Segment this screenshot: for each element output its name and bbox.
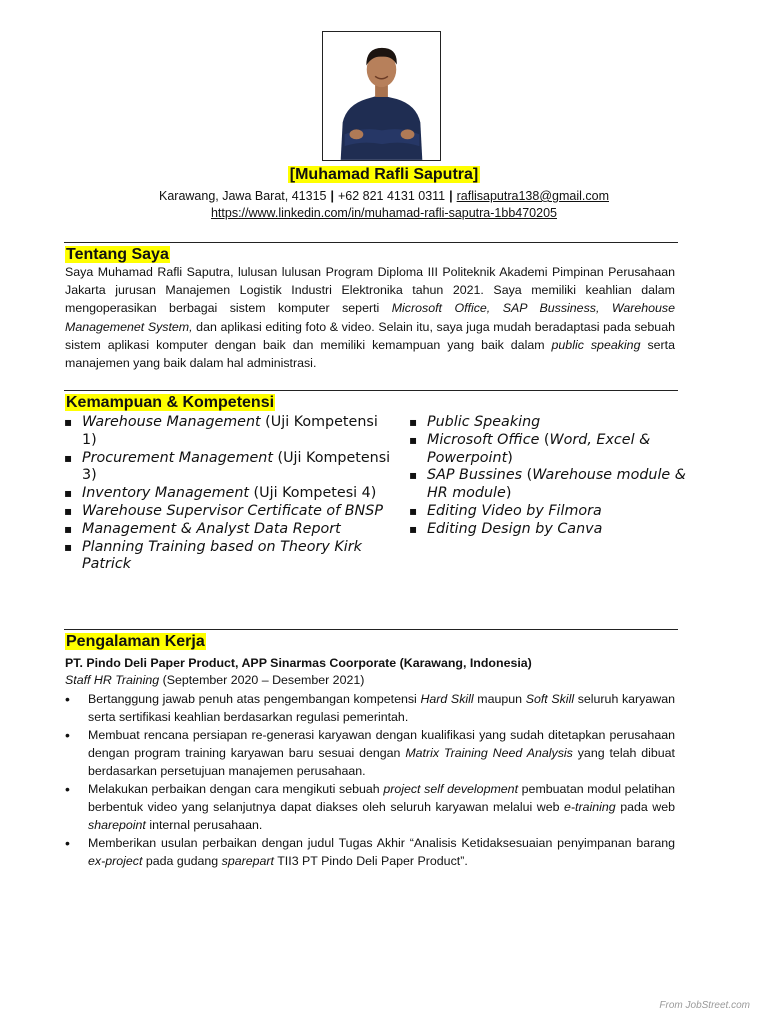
linkedin-link[interactable]: https://www.linkedin.com/in/muhamad-rafli-saputra-1bb470205	[210, 206, 557, 220]
profile-photo	[322, 31, 441, 161]
section-divider	[64, 390, 678, 391]
email-link[interactable]: raflisaputra138@gmail.com	[456, 189, 609, 203]
location: Karawang, Jawa Barat, 41315	[159, 189, 327, 203]
experience-section-title: Pengalaman Kerja	[66, 633, 205, 650]
contact-block	[0, 188, 768, 222]
skills-list-left	[64, 414, 394, 574]
experience-bullets	[65, 690, 675, 870]
full-name: [Muhamad Rafli Saputra]	[289, 166, 479, 183]
list-item: ▪ SAP Bussines (Warehouse module & HR module)	[409, 467, 699, 503]
list-item: • Melakukan perbaikan dengan cara mengikuti sebuah project self development pembuatan modul pelatihan berbentuk video yang selanjutnya dapat diakses oleh seluruh karyawan melalui web e-training pada web sharepoint internal perusahaan.	[65, 780, 675, 834]
list-item: ▪ Inventory Management (Uji Kompetesi 4)	[64, 485, 394, 503]
list-item: ▪ Management & Analyst Data Report	[64, 521, 394, 539]
list-item: ▪ Warehouse Supervisor Certificate of BNSP	[64, 503, 394, 521]
job-role: Staff HR Training (September 2020 – Desember 2021)	[65, 673, 365, 687]
source-watermark: From JobStreet.com	[659, 1000, 750, 1011]
list-item: • Memberikan usulan perbaikan dengan judul Tugas Akhir “Analisis Ketidaksesuaian penyimpanan barang ex-project pada gudang sparepart TII3 PT Pindo Deli Paper Product”.	[65, 834, 675, 870]
list-item: ▪ Editing Design by Canva	[409, 521, 699, 539]
about-paragraph: Saya Muhamad Rafli Saputra, lulusan lulusan Program Diploma III Politeknik Akademi Pimpinan Perusahaan Jakarta jurusan Manajemen Logistik Industri Elektronika tahun 2021. Saya memiliki keahlian dalam mengoperasikan berbagai sistem komputer seperti Microsoft Office, SAP Bussiness, Warehouse Managemenet System, dan aplikasi editing foto & video. Selain itu, saya juga mudah beradaptasi pada sebuah sistem aplikasi komputer dengan baik dan memiliki kemampuan yang baik dalam public speaking serta manajemen yang baik dalam hal administrasi.	[65, 265, 675, 371]
phone: +62 821 4131 0311	[337, 189, 446, 203]
list-item: ▪ Procurement Management (Uji Kompetensi 3)	[64, 450, 394, 486]
list-item: ▪ Editing Video by Filmora	[409, 503, 699, 521]
list-item: • Membuat rencana persiapan re-generasi karyawan dengan kualifikasi yang sudah ditetapkan perusahaan dengan program training karyawan baru sesuai dengan Matrix Training Need Analysis yang telah dibuat berdasarkan persetujuan manajemen perusahaan.	[65, 726, 675, 780]
list-item: • Bertanggung jawab penuh atas pengembangan kompetensi Hard Skill maupun Soft Skill seluruh karyawan serta sertifikasi keahlian berdasarkan regulasi pemerintah.	[65, 690, 675, 726]
separator: |	[449, 189, 453, 203]
about-section-title: Tentang Saya	[66, 246, 169, 263]
list-item: ▪ Microsoft Office (Word, Excel & Powerpoint)	[409, 432, 699, 468]
company-name: PT. Pindo Deli Paper Product, APP Sinarmas Coorporate (Karawang, Indonesia)	[65, 656, 532, 670]
list-item: ▪ Planning Training based on Theory Kirk Patrick	[64, 539, 394, 575]
contact-line	[0, 188, 768, 205]
person-portrait-icon	[323, 32, 440, 160]
skills-section-title: Kemampuan & Kompetensi	[66, 394, 275, 411]
section-divider	[64, 629, 678, 630]
separator: |	[330, 189, 334, 203]
section-divider	[64, 242, 678, 243]
name-heading-wrap	[0, 164, 768, 186]
list-item: ▪ Public Speaking	[409, 414, 699, 432]
skills-list-right	[409, 414, 699, 539]
list-item: ▪ Warehouse Management (Uji Kompetensi 1)	[64, 414, 394, 450]
